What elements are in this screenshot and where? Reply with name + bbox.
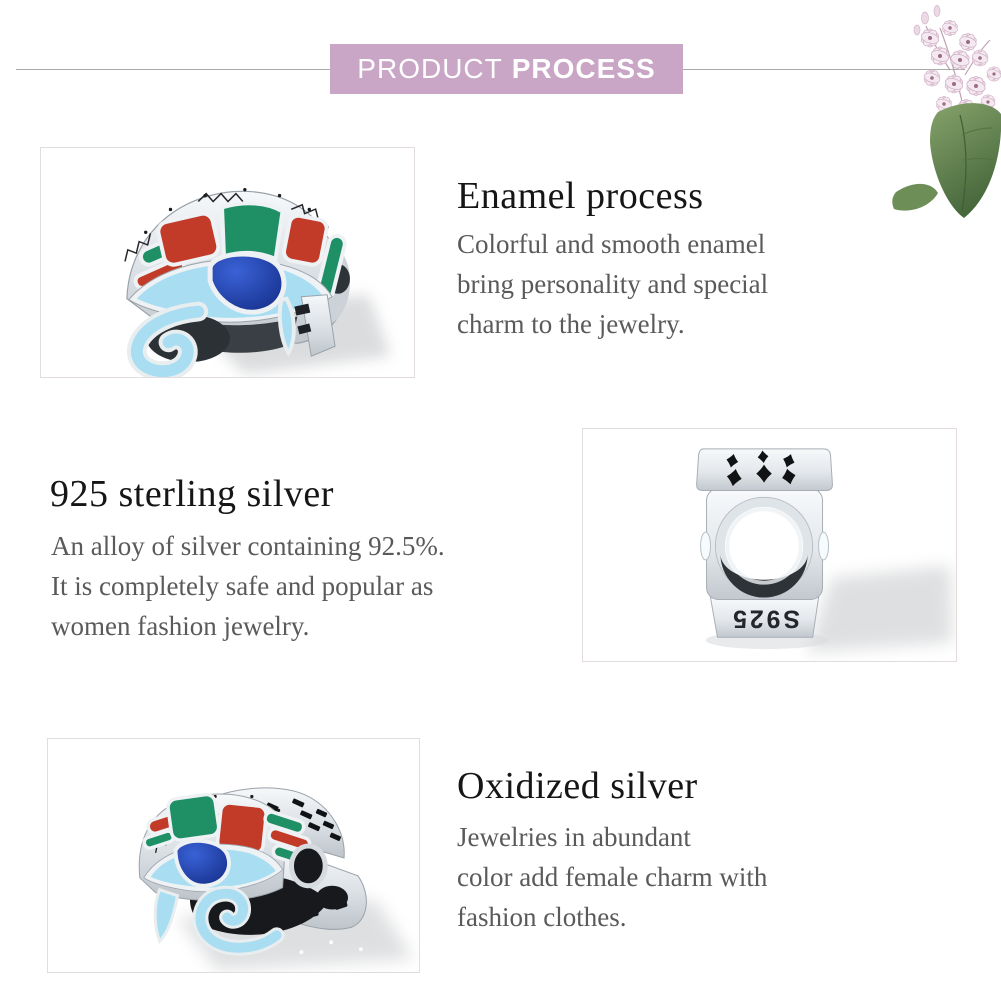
s925-stamp: S925 — [730, 604, 800, 632]
eye-of-horus-charm-front-illustration — [41, 148, 414, 377]
section-heading-oxidized: Oxidized silver — [457, 765, 698, 807]
body-line: Colorful and smooth enamel — [457, 229, 766, 259]
body-line: charm to the jewelry. — [457, 309, 685, 339]
body-line: Jewelries in abundant — [457, 822, 691, 852]
section-body-enamel — [457, 224, 768, 344]
spiral-tail — [137, 312, 198, 372]
body-line: bring personality and special — [457, 269, 769, 299]
body-line: fashion clothes. — [457, 902, 627, 932]
section-heading-silver: 925 sterling silver — [50, 473, 334, 515]
body-line: An alloy of silver containing 92.5%. — [51, 531, 445, 561]
teardrop — [155, 890, 177, 942]
charm-angled-view-illustration — [48, 739, 419, 972]
product-image-angled-view — [47, 738, 420, 973]
section-body-oxidized — [457, 817, 767, 937]
section-body-silver — [51, 526, 445, 646]
product-process-banner — [330, 44, 683, 94]
body-line: color add female charm with — [457, 862, 768, 892]
body-line: It is completely safe and popular as — [51, 571, 434, 601]
charm-back-view-illustration — [583, 429, 956, 661]
banner-title-regular: PRODUCT — [357, 53, 503, 84]
header-rule-left — [16, 69, 330, 70]
section-heading-enamel: Enamel process — [457, 175, 704, 217]
leaf-decoration — [892, 103, 1001, 218]
blossom-cluster — [914, 6, 1001, 118]
banner-title-bold: PROCESS — [511, 53, 656, 84]
body-line: women fashion jewelry. — [51, 611, 310, 641]
bead-hole — [292, 846, 326, 886]
lilac-flower-decoration-icon — [870, 0, 1001, 235]
product-image-enamel-front — [40, 147, 415, 378]
product-image-back-view — [582, 428, 957, 662]
soft-shadow — [807, 566, 953, 652]
